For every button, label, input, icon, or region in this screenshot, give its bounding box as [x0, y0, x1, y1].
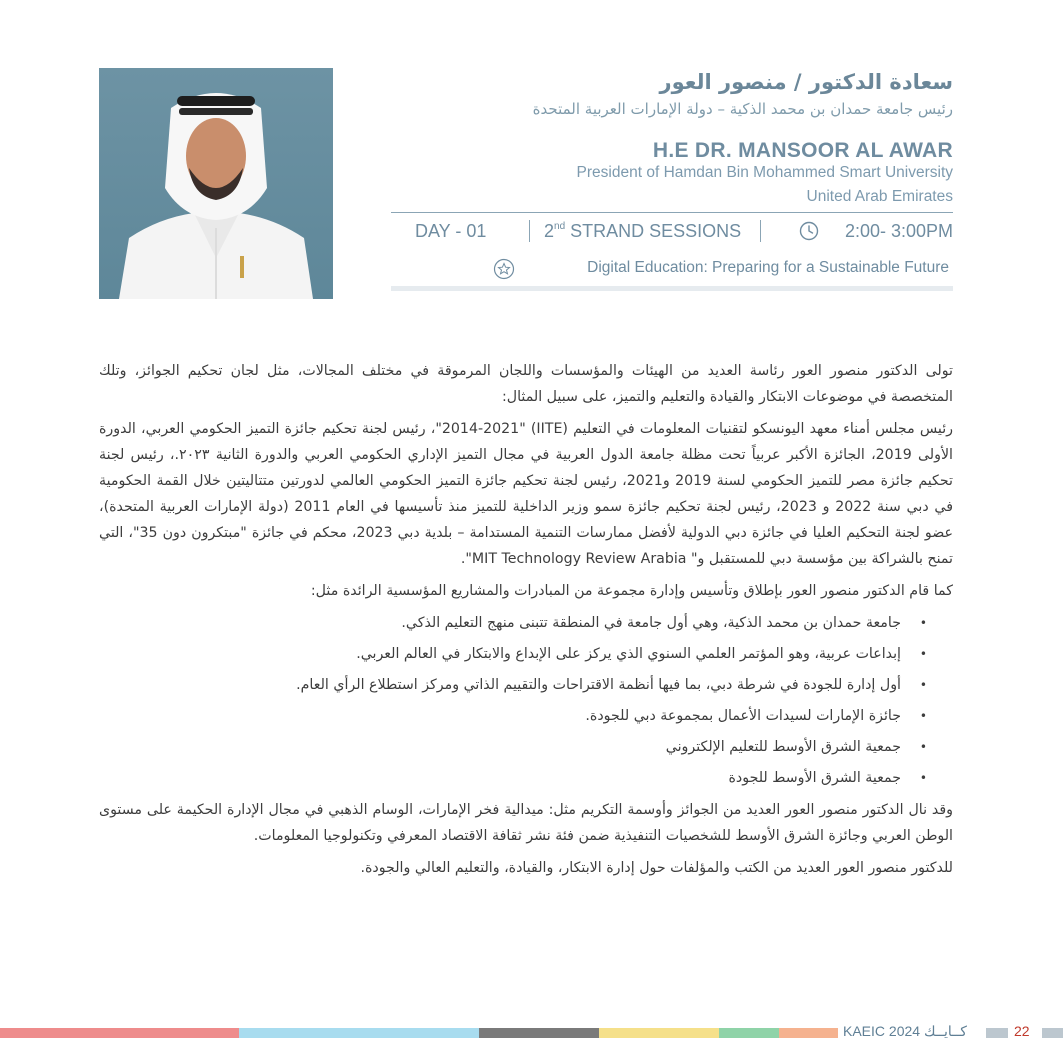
list-item-text: إبداعات عربية، وهو المؤتمر العلمي السنوي الذي يركز على الإبداع والابتكار في العالم العربي.: [356, 646, 901, 662]
footer-stripe: [986, 1028, 1008, 1038]
list-item-text: جمعية الشرق الأوسط للتعليم الإلكتروني: [665, 739, 901, 755]
initiatives-list: [99, 610, 953, 791]
page-number: 22: [1014, 1023, 1030, 1039]
session-topic-row: [391, 256, 953, 282]
clock-icon: [799, 221, 819, 241]
speaker-title-english: President of Hamdan Bin Mohammed Smart University: [576, 164, 953, 181]
speaker-photo: [99, 68, 333, 299]
footer-stripe: [1042, 1028, 1063, 1038]
footer-stripe: [719, 1028, 779, 1038]
speaker-country-english: United Arab Emirates: [806, 188, 953, 205]
footer-stripe: [239, 1028, 479, 1038]
bullet: •: [919, 740, 927, 754]
list-item-text: جمعية الشرق الأوسط للجودة: [728, 770, 901, 786]
footer-stripe: [779, 1028, 838, 1038]
header-divider: [391, 212, 953, 213]
list-item: [99, 672, 953, 698]
footer-color-stripes: [0, 1028, 838, 1038]
bio-paragraph-2: رئيس مجلس أمناء معهد اليونسكو لتقنيات المعلومات في التعليم (IITE) "2014-2021"، رئيس لجنة تحكيم جائزة التميز الحكومي العربي، الدورة الأولى 2019، الجائزة الأكبر عربياً تحت مظلة جامعة الدول العربية في مجال التميز الإداري الحكومي العربي والدورة الثانية ٢٠٢٣.، رئيس لجنة تحكيم جائزة مصر للتميز الحكومي لسنة 2019 و2021، رئيس لجنة تحكيم جائزة التميز الحكومي العالمي لدورتين متتاليتين خلال القمة الحكومية في دبي سنة 2022 و 2023، رئيس لجنة تحكيم جائزة سمو وزير الداخلية للتميز منذ تأسيسها في العام 2011 (دولة الإمارات العربية المتحدة)، عضو لجنة التحكيم العليا في جائزة دبي الدولية لأفضل ممارسات التنمية المستدامة – بلدية دبي 2023، محكم في جائزة "مبتكرون دون 35"، التي تمنح بالشراكة بين مؤسسة دبي للمستقبل و" MIT Technology Review Arabia".: [99, 421, 953, 567]
list-item: [99, 703, 953, 729]
strand-suffix: nd: [554, 221, 566, 232]
footer-brand: KAEIC 2024 كــايــك: [843, 1023, 967, 1039]
bio-paragraph-4: وقد نال الدكتور منصور العور العديد من الجوائز وأوسمة التكريم مثل: ميدالية فخر الإمارات، الوسام الذهبي في مجال الإدارة الحكيمة على مستوى الوطن العربي وجائزة الشرق الأوسط للشخصيات التنفيذية ضمن فئة نشر ثقافة الاقتصاد المعرفي وتكنولوجيا المعلومات.: [99, 802, 953, 844]
bio-paragraph-3: كما قام الدكتور منصور العور بإطلاق وتأسيس وإدارة مجموعة من المبادرات والمشاريع المؤسسية الرائدة مثل:: [310, 583, 953, 599]
speaker-name-arabic: سعادة الدكتور / منصور العور: [659, 70, 953, 94]
session-time: 2:00- 3:00PM: [844, 221, 953, 241]
list-item-text: جامعة حمدان بن محمد الذكية، وهي أول جامعة في المنطقة تتبنى منهج التعليم الذكي.: [401, 615, 901, 631]
divider: [760, 220, 761, 242]
session-info-row: [391, 218, 953, 246]
session-topic: Digital Education: Preparing for a Sustainable Future: [587, 259, 949, 276]
list-item: [99, 641, 953, 667]
strand-number: 2: [544, 221, 555, 241]
speaker-title-arabic: رئيس جامعة حمدان بن محمد الذكية – دولة الإمارات العربية المتحدة: [532, 100, 953, 118]
bio-paragraph-1: تولى الدكتور منصور العور رئاسة العديد من الهيئات والمؤسسات واللجان المرموقة في مختلف المجالات، مثل لجان تحكيم الجوائز، وتلك المتخصصة في موضوعات الابتكار والقيادة والتعليم والتميز، على سبيل المثال:: [99, 363, 953, 405]
star-badge-icon: [493, 258, 515, 280]
header-bottom-bar: [391, 286, 953, 291]
list-item: [99, 610, 953, 636]
footer-stripe: [599, 1028, 719, 1038]
bullet: •: [919, 616, 927, 630]
session-strand: [544, 221, 741, 242]
list-item: [99, 734, 953, 760]
bullet: •: [919, 647, 927, 661]
session-day: DAY - 01: [415, 221, 487, 241]
list-item-text: جائزة الإمارات لسيدات الأعمال بمجموعة دبي للجودة.: [585, 708, 901, 724]
strand-label: STRAND SESSIONS: [570, 221, 742, 241]
bullet: •: [919, 709, 927, 723]
list-item: [99, 765, 953, 791]
bio-paragraph-5: للدكتور منصور العور العديد من الكتب والمؤلفات حول إدارة الابتكار، والقيادة، والتعليم العالي والجودة.: [360, 860, 953, 876]
biography: [99, 358, 953, 887]
bullet: •: [919, 771, 927, 785]
footer-stripe: [479, 1028, 599, 1038]
divider: [529, 220, 530, 242]
footer-stripe: [0, 1028, 239, 1038]
speaker-name-english: H.E DR. MANSOOR AL AWAR: [652, 139, 953, 162]
list-item-text: أول إدارة للجودة في شرطة دبي، بما فيها أنظمة الاقتراحات والتقييم الذاتي ومركز استطلاع الرأي العام.: [296, 677, 901, 693]
bullet: •: [919, 678, 927, 692]
